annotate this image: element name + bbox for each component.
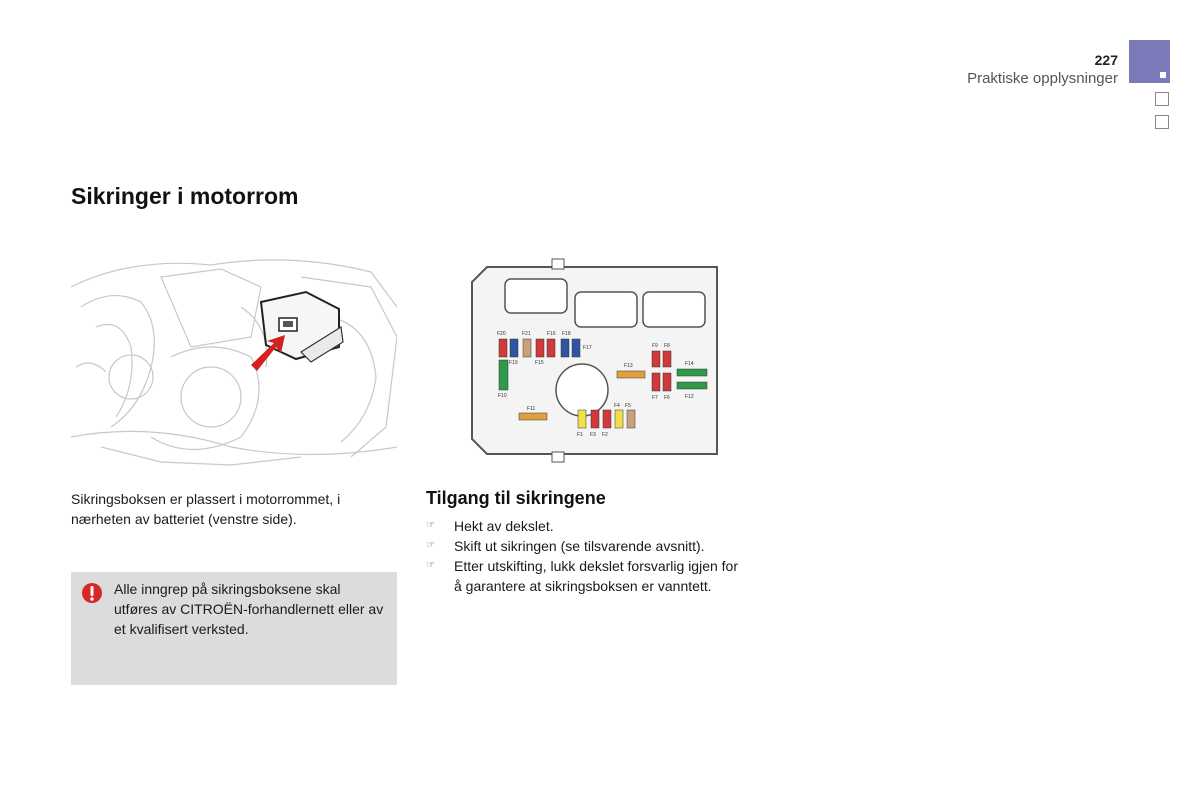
fuse-label: F16 bbox=[547, 331, 556, 337]
exclamation-icon bbox=[81, 582, 103, 604]
list-item bbox=[426, 516, 746, 536]
fuse-label: F5 bbox=[625, 403, 631, 409]
fuse-f9 bbox=[652, 351, 660, 367]
fuse-label: F7 bbox=[652, 395, 658, 401]
fuse-f14 bbox=[677, 369, 707, 376]
fuse-label: F21 bbox=[522, 331, 531, 337]
chapter-tab-empty bbox=[1155, 92, 1169, 106]
section-heading: Tilgang til sikringene bbox=[426, 488, 606, 508]
fuse-f3 bbox=[591, 410, 599, 428]
fuse-label: F4 bbox=[614, 403, 620, 409]
fuse-f8 bbox=[663, 351, 671, 367]
fuse-f18a bbox=[561, 339, 569, 357]
tab-marker bbox=[1160, 72, 1166, 78]
fuse-f10 bbox=[499, 360, 508, 390]
fuse-label: F20 bbox=[497, 331, 506, 337]
fuse-label: F19 bbox=[509, 360, 518, 366]
fuse-label: F15 bbox=[535, 360, 544, 366]
fuse-f18 bbox=[572, 339, 580, 357]
fuse-label: F6 bbox=[664, 395, 670, 401]
fusebox-diagram bbox=[457, 247, 727, 472]
fuse-label: F10 bbox=[498, 393, 507, 399]
pointing-hand-icon: ☞ bbox=[426, 560, 435, 571]
fuse-label: F1 bbox=[577, 432, 583, 438]
chapter-tab-empty bbox=[1155, 115, 1169, 129]
warning-box bbox=[71, 572, 397, 685]
chapter-tab bbox=[1129, 40, 1170, 83]
warning-text: Alle inngrep på sikringsboksene skal utføres av CITROËN-forhandlernett eller av et kvalifisert verksted. bbox=[114, 581, 384, 637]
fuse-f12 bbox=[677, 382, 707, 389]
fuse-label: F18 bbox=[562, 331, 571, 337]
step-text: Skift ut sikringen (se tilsvarende avsnitt). bbox=[454, 538, 705, 554]
fuse-f5 bbox=[627, 410, 635, 428]
fuse-label: F3 bbox=[590, 432, 596, 438]
fuse-f19 bbox=[510, 339, 518, 357]
fuse-f11 bbox=[519, 413, 547, 420]
steps-list bbox=[426, 516, 746, 596]
pointing-hand-icon: ☞ bbox=[426, 520, 435, 531]
fuse-label: F14 bbox=[685, 361, 694, 367]
fuse-label: F12 bbox=[685, 394, 694, 400]
fuse-f15a bbox=[536, 339, 544, 357]
pointing-hand-icon: ☞ bbox=[426, 540, 435, 551]
fuse-f7 bbox=[652, 373, 660, 391]
fuse-f20 bbox=[499, 339, 507, 357]
fuse-f16 bbox=[547, 339, 555, 357]
list-item bbox=[426, 556, 746, 596]
step-text: Hekt av dekslet. bbox=[454, 518, 554, 534]
engine-compartment-illustration bbox=[71, 247, 397, 475]
fuse-f4 bbox=[615, 410, 623, 428]
fuse-label: F11 bbox=[527, 406, 536, 412]
fuse-label: F2 bbox=[602, 432, 608, 438]
section-title: Praktiske opplysninger bbox=[967, 70, 1118, 87]
step-text: Etter utskifting, lukk dekslet forsvarlig igjen for å garantere at sikringsboksen er vanntett. bbox=[454, 558, 739, 594]
fuse-label: F9 bbox=[652, 343, 658, 349]
page-number: 227 bbox=[1094, 52, 1118, 68]
fuse-label: F8 bbox=[664, 343, 670, 349]
page-title: Sikringer i motorrom bbox=[71, 183, 299, 209]
fuse-label: F17 bbox=[583, 345, 592, 351]
fuse-f6 bbox=[663, 373, 671, 391]
list-item bbox=[426, 536, 746, 556]
photo-caption: Sikringsboksen er plassert i motorrommet, i nærheten av batteriet (venstre side). bbox=[71, 491, 341, 527]
fuse-f13 bbox=[617, 371, 645, 378]
fuse-label: F13 bbox=[624, 363, 633, 369]
fuse-f2 bbox=[603, 410, 611, 428]
fuse-f21 bbox=[523, 339, 531, 357]
fuse-f1 bbox=[578, 410, 586, 428]
